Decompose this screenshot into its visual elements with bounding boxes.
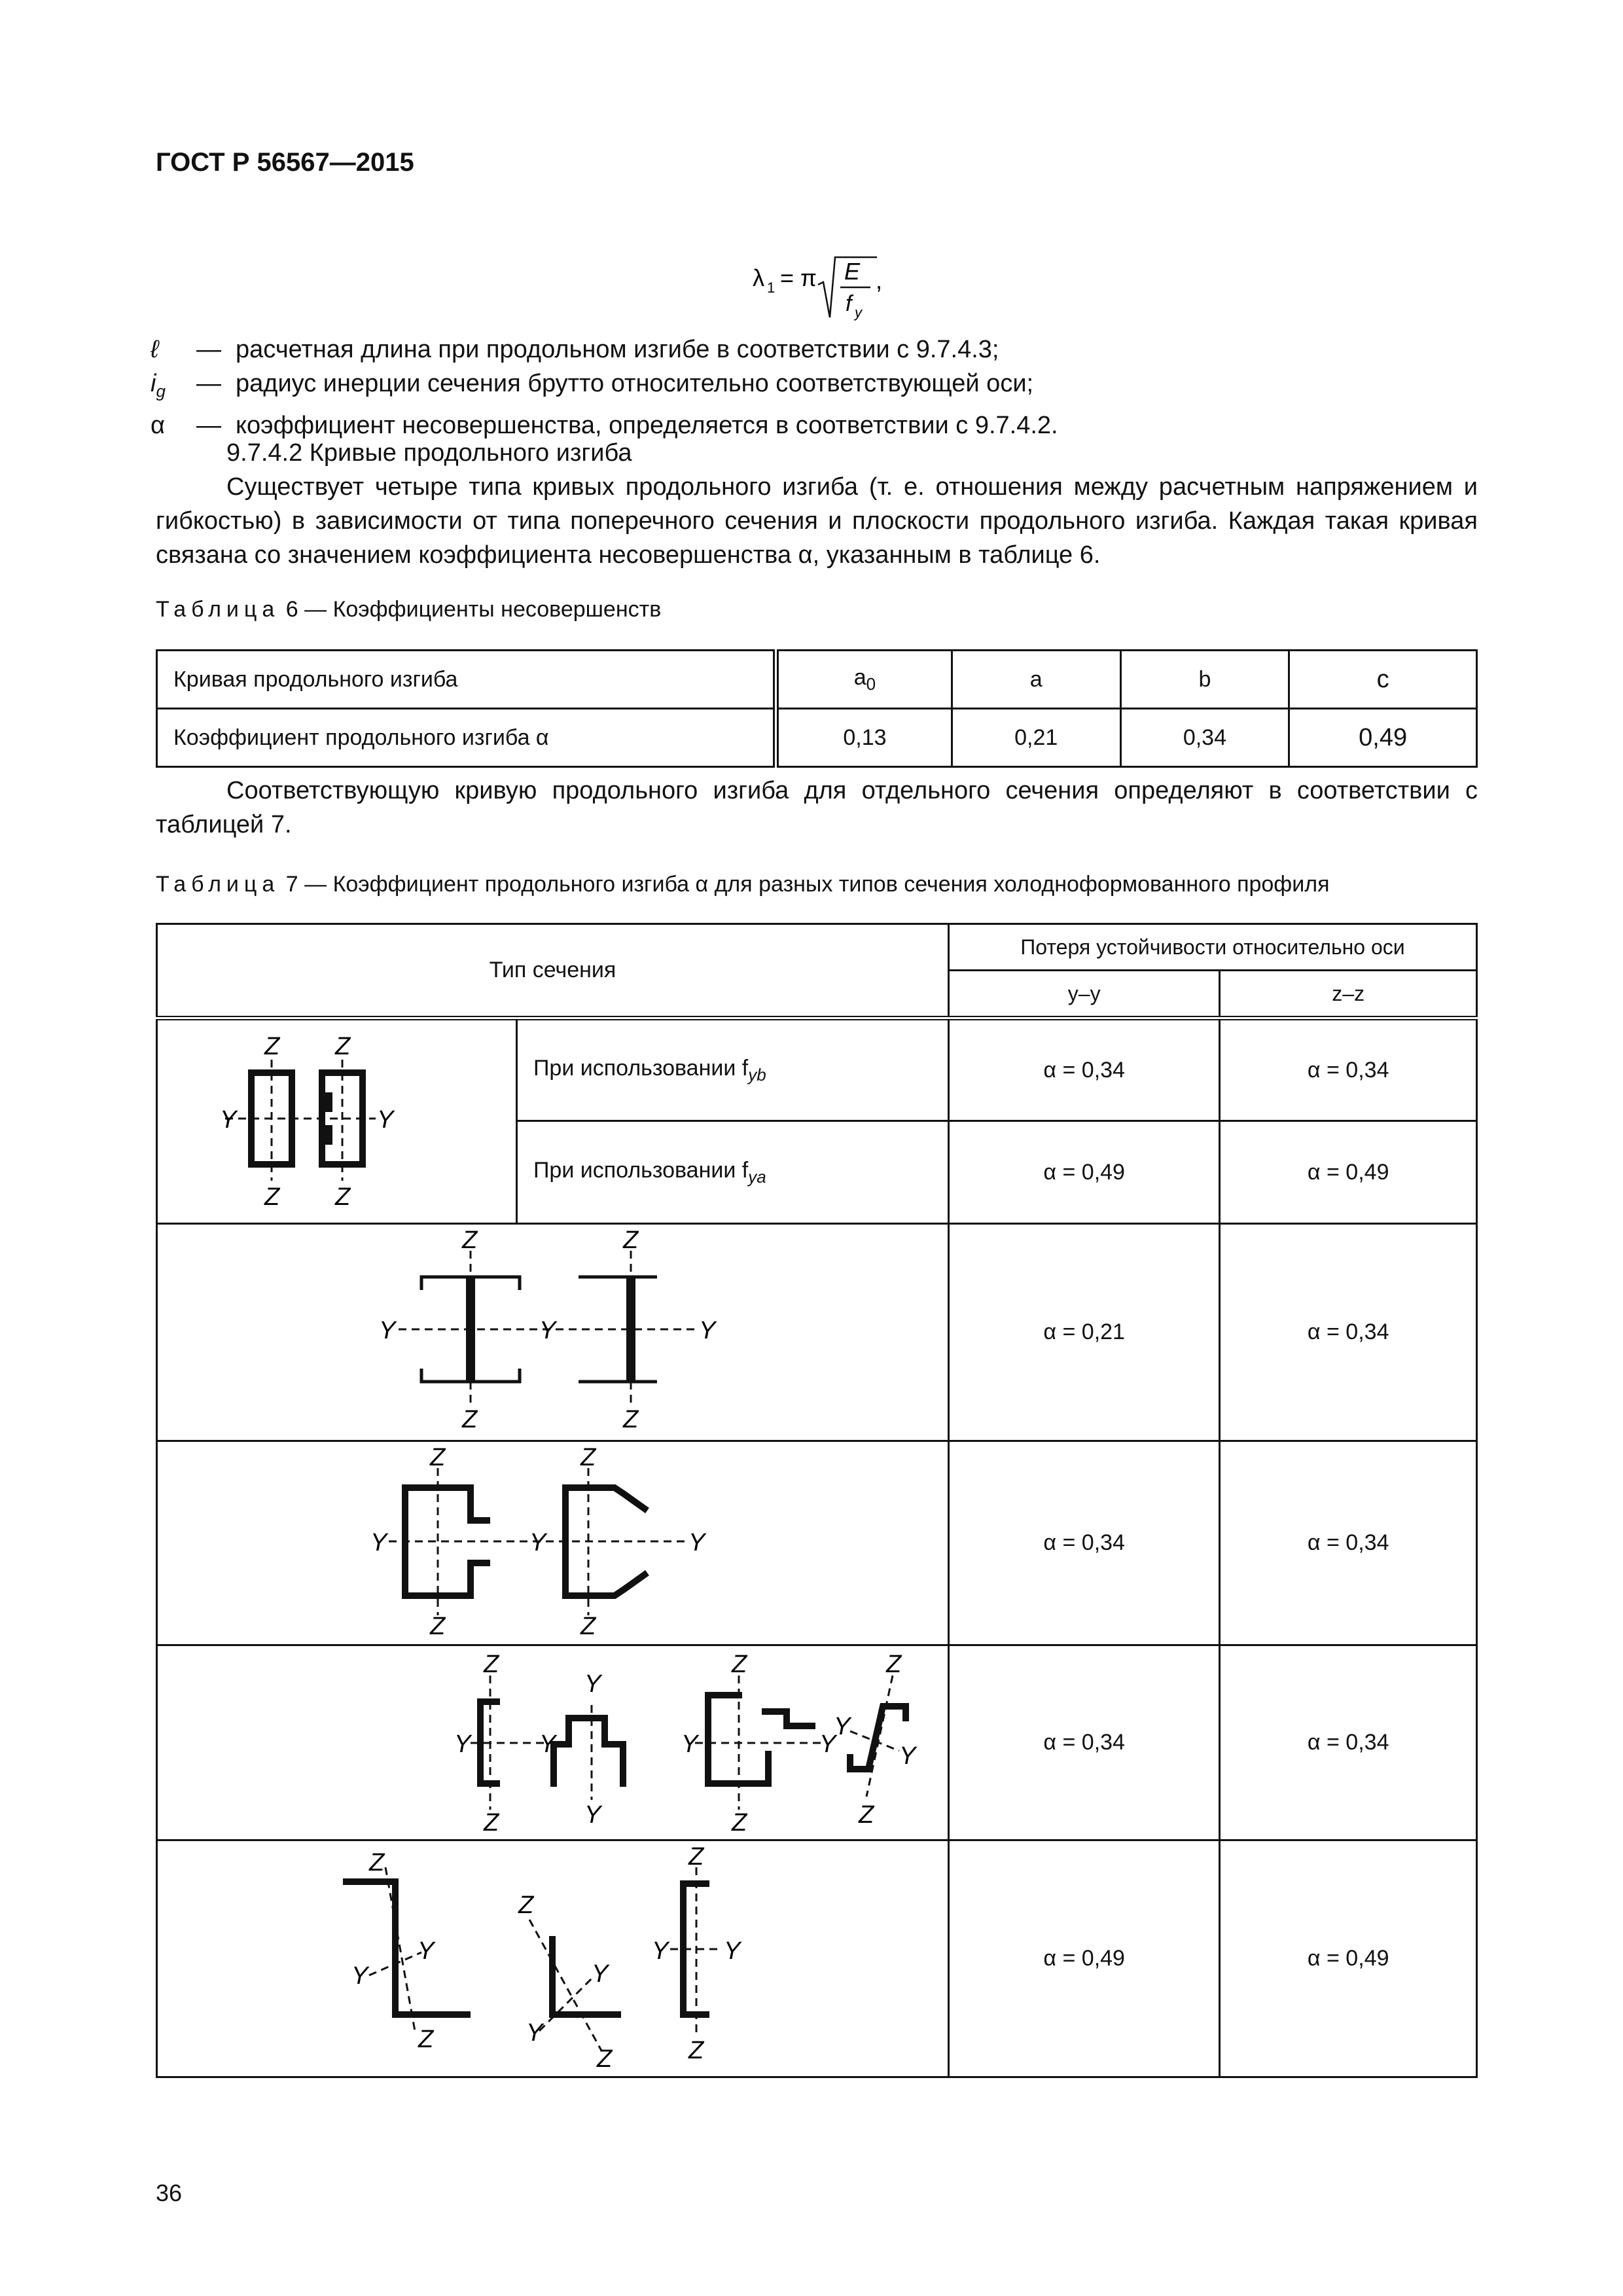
section-drawing-open-profiles bbox=[157, 1645, 949, 1840]
svg-text:Z: Z bbox=[484, 1651, 499, 1678]
svg-text:Y: Y bbox=[584, 1670, 601, 1698]
value-zz: α = 0,34 bbox=[1220, 1441, 1477, 1645]
page-number: 36 bbox=[156, 2179, 183, 2206]
value-yy: α = 0,34 bbox=[948, 1645, 1219, 1840]
svg-text:Y: Y bbox=[370, 1529, 387, 1556]
svg-text:Y: Y bbox=[526, 2019, 543, 2047]
svg-text:= π: = π bbox=[780, 264, 817, 291]
svg-text:Y: Y bbox=[539, 1731, 556, 1758]
table6-curve-a0: $a_0$ bbox=[776, 651, 952, 709]
definition-alpha: α — коэффициент несовершенства, определяется в соответствии с 9.7.4.2. bbox=[151, 411, 1058, 439]
svg-text:,: , bbox=[876, 267, 883, 294]
table6-row2-label: Коэффициент продольного изгиба α bbox=[157, 709, 776, 767]
svg-text:1: 1 bbox=[767, 279, 776, 296]
table6-row1-label: Кривая продольного изгиба bbox=[157, 651, 776, 709]
table6-value-a0: 0,13 bbox=[776, 709, 952, 767]
table-row bbox=[157, 709, 1477, 767]
svg-text:Z: Z bbox=[518, 1892, 534, 1919]
svg-text:Y: Y bbox=[377, 1106, 394, 1134]
svg-text:Y: Y bbox=[819, 1731, 836, 1758]
section-title: 9.7.4.2 Кривые продольного изгиба bbox=[226, 439, 632, 467]
svg-text:Y: Y bbox=[688, 1529, 705, 1556]
table-row bbox=[157, 1441, 1477, 1645]
svg-text:Z: Z bbox=[597, 2045, 613, 2070]
table-row bbox=[157, 1840, 1477, 2077]
header-axis-zz: z–z bbox=[1220, 971, 1477, 1018]
svg-text:Y: Y bbox=[529, 1529, 546, 1556]
svg-text:Y: Y bbox=[379, 1317, 396, 1344]
section-drawing-lipped-channels bbox=[157, 1441, 949, 1645]
svg-text:Z: Z bbox=[484, 1809, 499, 1833]
svg-text:Y: Y bbox=[351, 1962, 368, 1990]
paragraph-curves: Существует четыре типа кривых продольного изгиба (т. е. отношения между расчетным напряжением и гибкостью) в зависимости от типа поперечного сечения и плоскости продольного изгиба. Каждая такая кривая связана со значением коэффициента несовершенства α, указанным в таблице 6. bbox=[156, 473, 1478, 569]
table-row bbox=[157, 924, 1477, 971]
definition-length: ℓ — расчетная длина при продольном изгибе в соответствии с 9.7.4.3; bbox=[151, 336, 999, 363]
document-code: ГОСТ Р 56567—2015 bbox=[156, 148, 414, 177]
table-row bbox=[157, 1224, 1477, 1441]
definition-radius: $i_g$ — радиус инерции сечения брутто относительно соответствующей оси; bbox=[151, 370, 1034, 401]
header-section-type: Тип сечения bbox=[157, 924, 949, 1018]
svg-text:Y: Y bbox=[681, 1731, 698, 1758]
table7-caption: Таблица 7 — Коэффициент продольного изгиба α для разных типов сечения холодноформованного профиля bbox=[156, 872, 1330, 897]
svg-text:Y: Y bbox=[699, 1317, 716, 1344]
section-drawing-closed-box bbox=[157, 1018, 517, 1224]
value-yy: α = 0,49 bbox=[948, 1840, 1219, 2077]
svg-text:Z: Z bbox=[580, 1444, 596, 1471]
header-axis-yy: y–y bbox=[948, 971, 1219, 1018]
table-imperfection-coefficients bbox=[156, 649, 1478, 768]
svg-text:Z: Z bbox=[688, 1843, 704, 1871]
svg-text:Y: Y bbox=[584, 1801, 601, 1829]
table-row bbox=[157, 651, 1477, 709]
svg-text:Z: Z bbox=[369, 1849, 385, 1876]
svg-text:Z: Z bbox=[335, 1183, 351, 1211]
svg-text:Z: Z bbox=[623, 1227, 639, 1254]
svg-text:Z: Z bbox=[886, 1651, 902, 1678]
table6-curve-c: c bbox=[1289, 651, 1477, 709]
value-yy: α = 0,21 bbox=[948, 1224, 1219, 1441]
value-zz: α = 0,49 bbox=[1220, 1121, 1477, 1224]
table-row bbox=[157, 1018, 1477, 1121]
row-label-fya: При использовании $f_{ya}$ bbox=[516, 1121, 948, 1224]
table-row bbox=[157, 1645, 1477, 1840]
value-yy: α = 0,34 bbox=[948, 1441, 1219, 1645]
paragraph-table7-ref: Соответствующую кривую продольного изгиба для отдельного сечения определяют в соответствии с таблицей 7. bbox=[156, 777, 1478, 838]
svg-text:Y: Y bbox=[220, 1106, 237, 1134]
svg-text:Y: Y bbox=[652, 1937, 669, 1965]
svg-text:Z: Z bbox=[430, 1444, 446, 1471]
svg-text:y: y bbox=[855, 304, 862, 321]
table-buckling-coefficients bbox=[156, 923, 1478, 2078]
table6-curve-a: a bbox=[952, 651, 1120, 709]
table6-value-b: 0,34 bbox=[1120, 709, 1289, 767]
value-zz: α = 0,49 bbox=[1220, 1840, 1477, 2077]
svg-text:Y: Y bbox=[454, 1731, 471, 1758]
value-yy: α = 0,49 bbox=[948, 1121, 1219, 1224]
table6-value-c: 0,49 bbox=[1289, 709, 1477, 767]
value-zz: α = 0,34 bbox=[1220, 1645, 1477, 1840]
table6-value-a: 0,21 bbox=[952, 709, 1120, 767]
svg-text:Y: Y bbox=[592, 1960, 609, 1988]
value-yy: α = 0,34 bbox=[948, 1018, 1219, 1121]
svg-text:Z: Z bbox=[430, 1613, 446, 1638]
svg-text:Z: Z bbox=[462, 1406, 478, 1433]
svg-text:f: f bbox=[846, 291, 852, 316]
svg-text:Z: Z bbox=[688, 2037, 704, 2064]
svg-text:Y: Y bbox=[834, 1713, 851, 1740]
svg-text:Y: Y bbox=[418, 1937, 435, 1965]
svg-text:λ: λ bbox=[753, 264, 764, 291]
section-drawing-i-beams bbox=[157, 1224, 949, 1441]
svg-text:Y: Y bbox=[724, 1937, 741, 1965]
svg-text:Z: Z bbox=[623, 1406, 639, 1433]
svg-text:Z: Z bbox=[264, 1183, 280, 1211]
table6-curve-b: b bbox=[1120, 651, 1289, 709]
definitions-list bbox=[151, 332, 1472, 442]
section-drawing-z-angle-channel bbox=[157, 1840, 949, 2077]
svg-text:Z: Z bbox=[264, 1033, 280, 1060]
header-loss-of-stability: Потеря устойчивости относительно оси bbox=[948, 924, 1476, 971]
svg-text:Z: Z bbox=[732, 1809, 747, 1833]
svg-text:Z: Z bbox=[462, 1227, 478, 1254]
svg-text:Z: Z bbox=[580, 1613, 596, 1638]
svg-text:Z: Z bbox=[418, 2026, 434, 2053]
svg-text:Y: Y bbox=[899, 1742, 916, 1770]
svg-text:Y: Y bbox=[539, 1317, 556, 1344]
svg-text:Z: Z bbox=[732, 1651, 747, 1678]
value-zz: α = 0,34 bbox=[1220, 1018, 1477, 1121]
slenderness-formula bbox=[753, 252, 897, 324]
row-label-fyb: При использовании $f_{yb}$ bbox=[516, 1018, 948, 1121]
table6-caption: Таблица 6 — Коэффициенты несовершенств bbox=[156, 597, 662, 622]
svg-text:Z: Z bbox=[859, 1801, 874, 1829]
svg-text:Z: Z bbox=[335, 1033, 351, 1060]
svg-text:E: E bbox=[844, 258, 861, 285]
value-zz: α = 0,34 bbox=[1220, 1224, 1477, 1441]
